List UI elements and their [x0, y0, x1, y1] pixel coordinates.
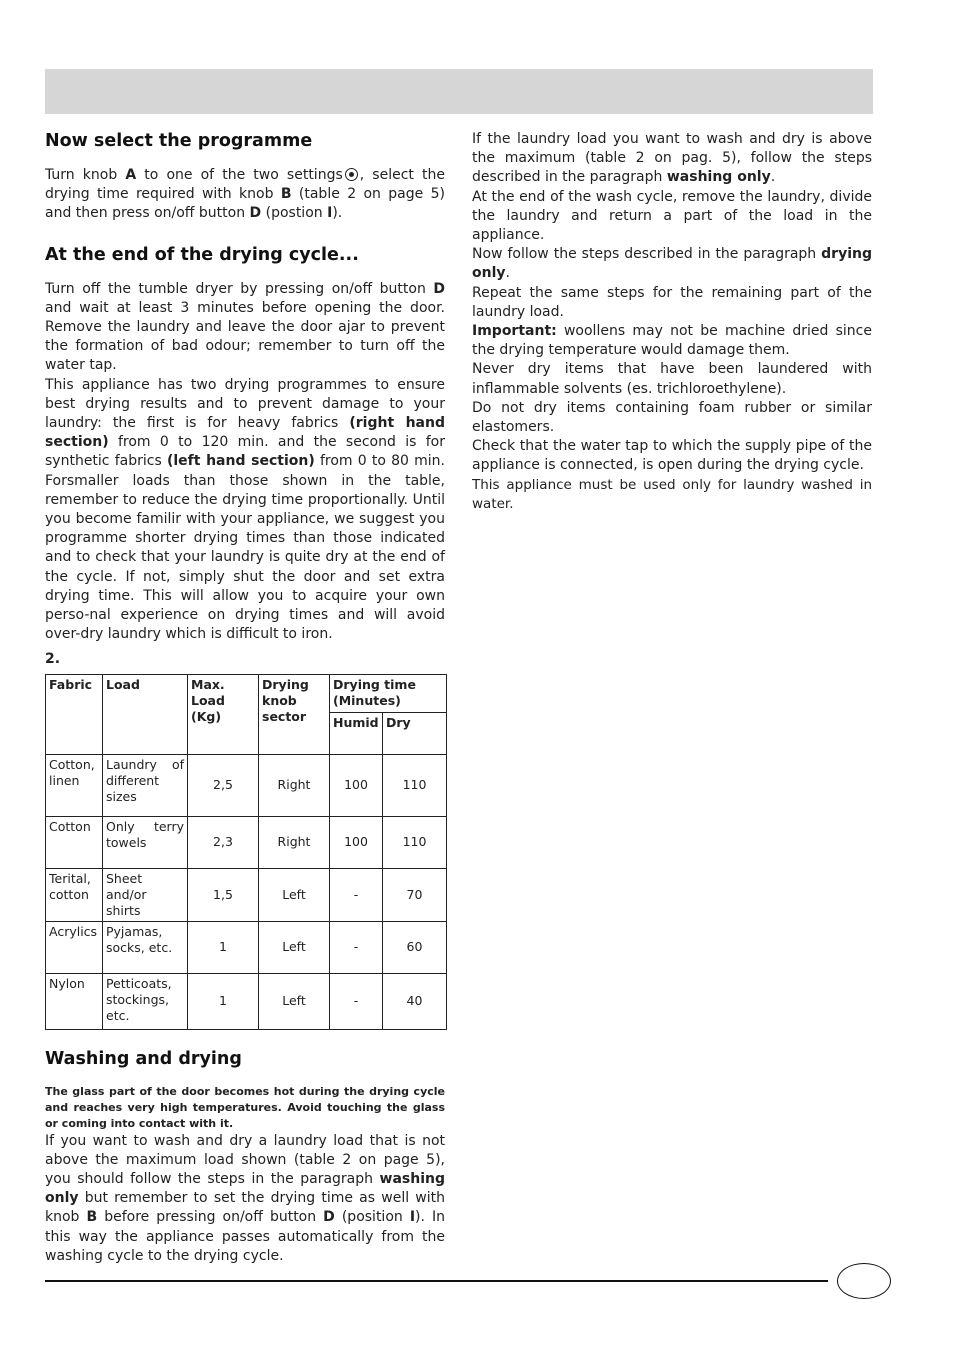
header-knob-sector: Drying knob sector [259, 674, 330, 754]
paragraph-foam-rubber: Do not dry items containing foam rubber or similar elastomers. [472, 399, 872, 436]
drying-table [45, 674, 447, 1030]
heading-select-programme: Now select the programme [45, 131, 313, 151]
paragraph-washing-and-drying: If you want to wash and dry a laundry load that is not above the maximum load shown (table 2 on page 5), you should follow the steps in the paragraph washing only but remember to set the drying time as well with knob B before pressing on/off button D (position I). In this way the appliance passes automatically from the washing cycle to the drying cycle. [45, 1132, 445, 1264]
paragraph-water-tap: Check that the water tap to which the supply pipe of the appliance is connected, is open during the drying cycle. [472, 438, 872, 474]
radio-setting-icon [345, 168, 358, 181]
heading-washing-and-drying: Washing and drying [45, 1048, 242, 1069]
paragraph-select-programme: Turn knob A to one of the two settings , select the drying time required with knob B (table 2 on page 5) and then press on/off button D (postion I). [45, 167, 445, 222]
table-row: Nylon Petticoats, stockings, etc. 1 Left - 40 [46, 973, 447, 1029]
table-label: 2. [45, 651, 61, 668]
table-row: Acrylics Pyjamas, socks, etc. 1 Left - 60 [46, 921, 447, 973]
paragraph-repeat: Repeat the same steps for the remaining part of the laundry load. [472, 284, 872, 320]
table-row: Cotton Only terry towels 2,3 Right 100 110 [46, 816, 447, 868]
header-fabric: Fabric [46, 674, 103, 754]
header-dry: Dry [383, 712, 447, 754]
table-row: Terital, cotton Sheet and/or shirts 1,5 Left - 70 [46, 868, 447, 921]
glass-warning: The glass part of the door becomes hot during the drying cycle and reaches very high temperatures. Avoid touching the glass or coming into contact with it. [45, 1084, 445, 1130]
page-number-oval [837, 1263, 891, 1299]
left-column [45, 130, 445, 1266]
paragraph-laundry-washed: This appliance must be used only for laundry washed in water. [472, 476, 872, 512]
footer-rule [45, 1280, 828, 1282]
table-row: Cotton, linen Laundry of different sizes 2,5 Right 100 110 [46, 754, 447, 816]
paragraph-above-max: If the laundry load you want to wash and dry is above the maximum (table 2 on pag. 5), follow the steps described in the paragraph washing only. [472, 131, 872, 186]
header-humid: Humid [330, 712, 383, 754]
header-bar [45, 69, 873, 114]
right-column [472, 130, 872, 514]
header-drying-time: Drying time (Minutes) [330, 674, 447, 712]
header-load: Load [103, 674, 188, 754]
header-max-load: Max. Load (Kg) [188, 674, 259, 754]
paragraph-end-of-cycle: Turn off the tumble dryer by pressing on/off button D and wait at least 3 minutes before opening the door. Remove the laundry and leave the door ajar to prevent the formation of bad odour; remember to turn off the water tap. [45, 280, 445, 374]
paragraph-inflammable: Never dry items that have been laundered with inflammable solvents (es. trichloroethylene). [472, 361, 872, 397]
paragraph-drying-only: Now follow the steps described in the paragraph drying only. [472, 246, 872, 282]
paragraph-important: Important: woollens may not be machine dried since the drying temperature would damage them. [472, 323, 872, 359]
paragraph-programmes: This appliance has two drying programmes to ensure best drying results and to prevent damage to your laundry: the first is for heavy fabrics (right hand section) from 0 to 120 min. and the second is for synthetic fabrics (left hand section) from 0 to 80 min. Forsmaller loads than those shown in the table, remember to reduce the drying time proportionally. Until you become familir with your appliance, we suggest you programme shorter drying times than those indicated and to check that your laundry is quite dry at the end of the cycle. If not, simply shut the door and set extra drying time. This will allow you to acquire your own perso-nal experience on drying times and will avoid over-dry laundry which is difficult to iron. [45, 376, 446, 643]
heading-end-of-cycle: At the end of the drying cycle... [45, 244, 359, 265]
paragraph-end-of-wash: At the end of the wash cycle, remove the laundry, divide the laundry and return a part of the load in the appliance. [472, 188, 872, 244]
